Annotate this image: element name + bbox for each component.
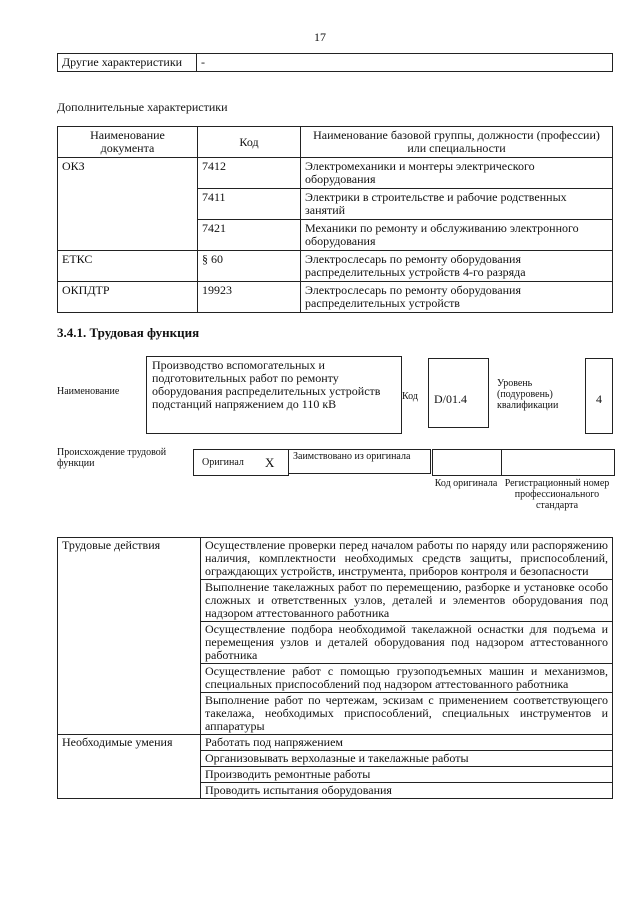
other-characteristics-table (57, 53, 613, 72)
origin-code-cell (432, 449, 502, 476)
other-characteristics-label: Другие характеристики (58, 54, 197, 72)
row-doc: ЕТКС (58, 251, 198, 282)
skill-item: Производить ремонтные работы (201, 767, 613, 783)
row-code: 7421 (198, 220, 301, 251)
skills-label: Необходимые умения (58, 735, 201, 799)
action-item: Осуществление проверки перед началом работы по наряду или распоряжению наличия, комплектности необходимых средств защиты, приспособлений, ограждающих устройств, инструмента, приборов контроля и безопасности (201, 538, 613, 580)
table-row (58, 251, 613, 282)
origin-original-label: Оригинал (202, 457, 244, 468)
action-item: Осуществление подбора необходимой такелажной оснастки для подъема и перемещения узлов и деталей оборудования под надзором аттестованного работника (201, 622, 613, 664)
origin-reg-cell (501, 449, 615, 476)
origin-code-label: Код оригинала (434, 478, 498, 489)
row-code: § 60 (198, 251, 301, 282)
row-doc: ОКПДТР (58, 282, 198, 313)
function-level-label: Уровень (подуровень) квалификации (497, 378, 559, 411)
additional-characteristics-table (57, 126, 613, 313)
row-code: 7412 (198, 158, 301, 189)
origin-label: Происхождение трудовой функции (57, 447, 167, 469)
page-number: 17 (314, 30, 326, 44)
labor-function-table (57, 537, 613, 799)
action-item: Выполнение такелажных работ по перемещению, разборке и установке особо сложных и ответственных узлов, деталей и элементов оборудования под надзором аттестованного работника (201, 580, 613, 622)
row-name: Электрослесарь по ремонту оборудования распределительных устройств 4-го разряда (301, 251, 613, 282)
row-name: Электрики в строительстве и рабочие родственных занятий (301, 189, 613, 220)
function-level-value: 4 (585, 358, 613, 434)
skill-item: Работать под напряжением (201, 735, 613, 751)
skill-item: Проводить испытания оборудования (201, 783, 613, 799)
action-item: Выполнение работ по чертежам, эскизам с применением соответствующего такелажа, необходимых приспособлений, специальных инструментов и аппаратуры (201, 693, 613, 735)
skill-item: Организовывать верхолазные и такелажные работы (201, 751, 613, 767)
table-row (58, 158, 613, 189)
origin-reg-label: Регистрационный номер профессионального стандарта (504, 478, 610, 511)
function-code-label: Код (402, 391, 418, 402)
row-doc: ОКЗ (58, 158, 198, 251)
row-code: 7411 (198, 189, 301, 220)
function-name-label: Наименование (57, 386, 120, 397)
function-code-value: D/01.4 (428, 358, 489, 428)
header-doc: Наименование документа (58, 127, 198, 158)
other-characteristics-value: - (197, 54, 613, 72)
additional-heading: Дополнительные характеристики (57, 100, 228, 114)
actions-label: Трудовые действия (58, 538, 201, 735)
function-name-value: Производство вспомогательных и подготовительных работ по ремонту оборудования распределительных устройств подстанций напряжением до 110 кВ (146, 356, 402, 434)
origin-borrowed-label: Заимствовано из оригинала (288, 449, 431, 474)
row-name: Электрослесарь по ремонту оборудования распределительных устройств (301, 282, 613, 313)
section-title: 3.4.1. Трудовая функция (57, 325, 200, 340)
row-name: Механики по ремонту и обслуживанию электронного оборудования (301, 220, 613, 251)
origin-original-mark: X (265, 455, 275, 470)
row-code: 19923 (198, 282, 301, 313)
action-item: Осуществление работ с помощью грузоподъемных машин и механизмов, специальных приспособлений под надзором аттестованного работника (201, 664, 613, 693)
table-row (58, 282, 613, 313)
header-code: Код (198, 127, 301, 158)
header-name: Наименование базовой группы, должности (профессии) или специальности (301, 127, 613, 158)
origin-original-cell (193, 449, 289, 476)
row-name: Электромеханики и монтеры электрического оборудования (301, 158, 613, 189)
